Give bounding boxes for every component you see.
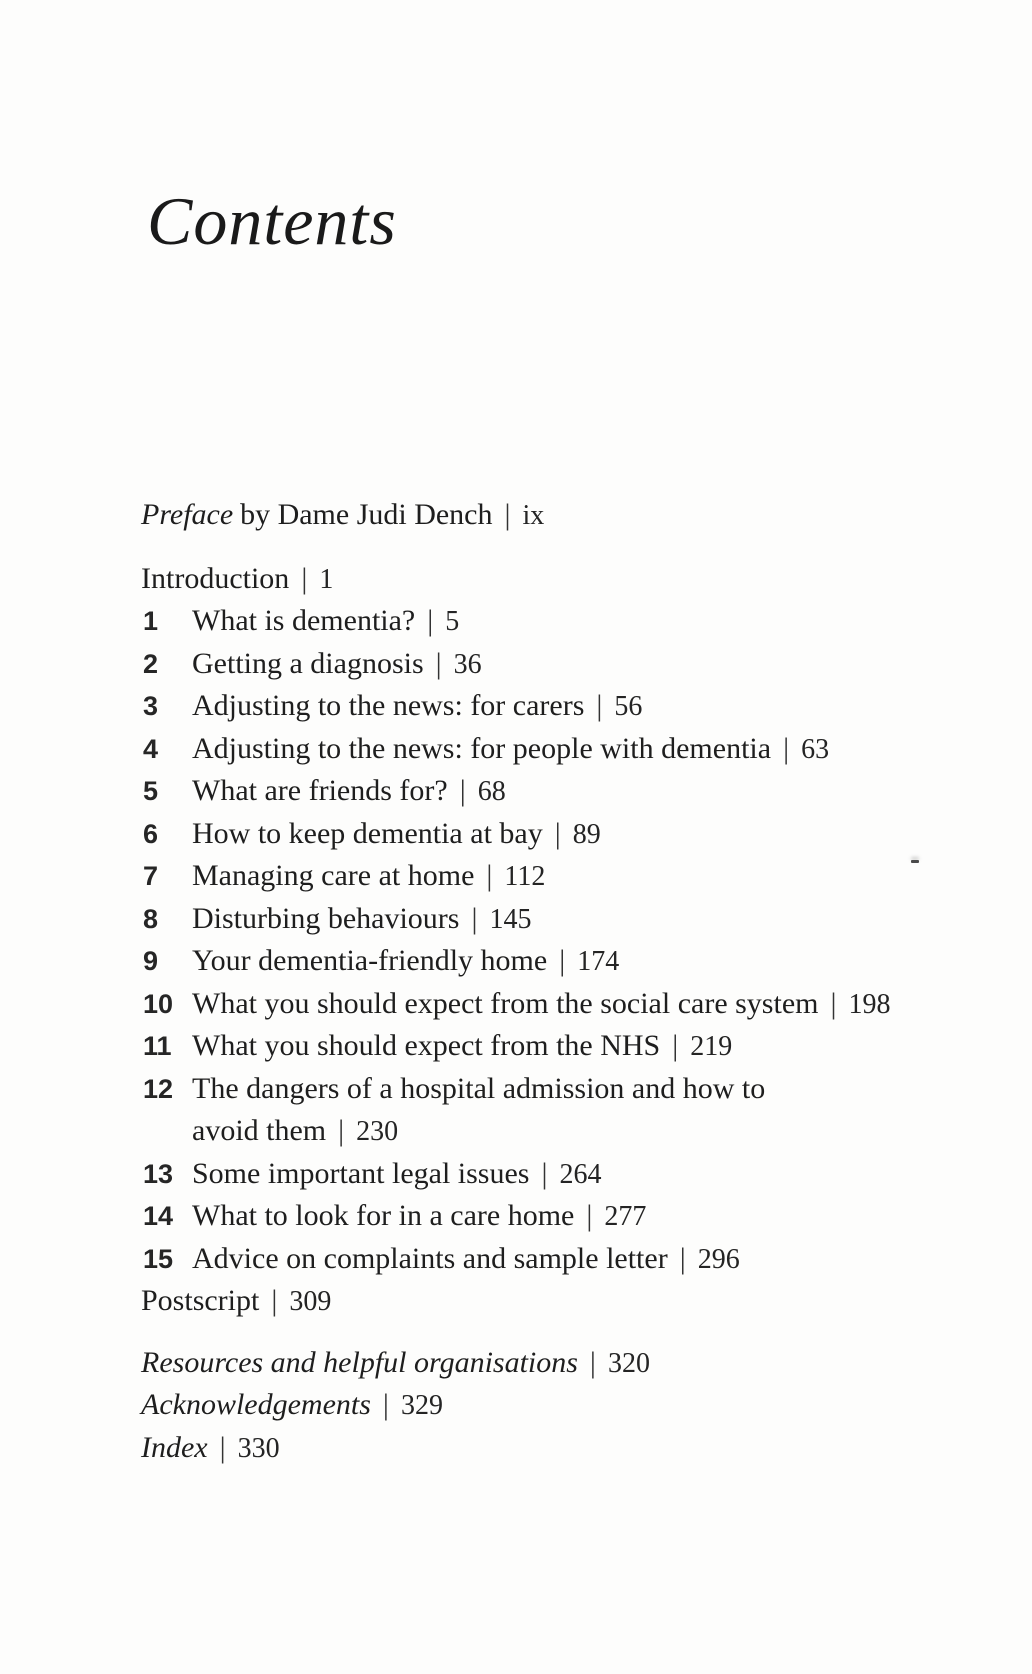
chapter-title: The dangers of a hospital admission and how to bbox=[192, 1071, 766, 1105]
chapter-number: 5 bbox=[143, 776, 159, 806]
chapter-number: 6 bbox=[143, 818, 159, 849]
toc-entry bbox=[141, 558, 981, 601]
separator-bar: | bbox=[672, 1029, 679, 1062]
separator-bar: | bbox=[596, 689, 603, 722]
page-number: 56 bbox=[614, 691, 643, 722]
chapter-title: Some important legal issues bbox=[192, 1156, 530, 1190]
separator-bar: | bbox=[486, 859, 493, 892]
toc-entry bbox=[141, 940, 981, 983]
chapter-number: 14 bbox=[143, 1201, 174, 1231]
chapter-title: How to keep dementia at bay bbox=[192, 816, 543, 850]
chapter-title: What to look for in a care home bbox=[192, 1199, 575, 1232]
back-matter-entry bbox=[141, 1342, 981, 1385]
chapter-number: 15 bbox=[143, 1243, 174, 1274]
page-number: 309 bbox=[289, 1286, 332, 1317]
page-number: 296 bbox=[697, 1243, 740, 1275]
page-number: 112 bbox=[504, 861, 546, 892]
page-number: 330 bbox=[237, 1432, 280, 1464]
separator-bar: | bbox=[459, 774, 466, 807]
back-matter-title: Acknowledgements bbox=[141, 1388, 371, 1421]
toc-entry bbox=[141, 600, 981, 643]
page-number: 36 bbox=[453, 648, 482, 680]
separator-bar: | bbox=[559, 944, 566, 977]
page-number: 89 bbox=[572, 818, 601, 850]
chapter-title: Getting a diagnosis bbox=[192, 646, 424, 680]
separator-bar: | bbox=[783, 731, 790, 765]
separator-bar: | bbox=[219, 1430, 226, 1464]
page-number: ix bbox=[522, 500, 545, 531]
toc-entry bbox=[141, 728, 981, 771]
separator-bar: | bbox=[554, 816, 561, 850]
separator-bar: | bbox=[589, 1345, 596, 1379]
page-number: 320 bbox=[607, 1347, 650, 1379]
chapter-list bbox=[141, 558, 981, 1323]
toc-entry bbox=[141, 898, 981, 941]
toc-entry bbox=[141, 1110, 981, 1153]
preface-entry bbox=[141, 494, 981, 537]
separator-bar: | bbox=[271, 1284, 278, 1317]
separator-bar: | bbox=[301, 561, 308, 595]
page-number: 174 bbox=[577, 946, 620, 977]
page-title: Contents bbox=[147, 183, 397, 259]
chapter-number: 2 bbox=[143, 648, 159, 679]
page-number: 145 bbox=[489, 903, 532, 935]
page-number: 1 bbox=[319, 563, 334, 595]
back-matter-list bbox=[141, 1342, 981, 1470]
chapter-title: Adjusting to the news: for carers bbox=[192, 689, 585, 722]
chapter-number: 9 bbox=[143, 946, 159, 976]
back-matter-title: Resources and helpful organisations bbox=[141, 1345, 578, 1379]
toc-entry bbox=[141, 685, 981, 728]
toc-entry bbox=[141, 1068, 981, 1111]
table-of-contents bbox=[141, 494, 981, 1469]
separator-bar: | bbox=[679, 1241, 686, 1275]
chapter-title: Your dementia-friendly home bbox=[192, 944, 548, 977]
chapter-title: Disturbing behaviours bbox=[192, 901, 460, 935]
toc-entry bbox=[141, 855, 981, 898]
chapter-number: 7 bbox=[143, 861, 159, 891]
back-matter-entry bbox=[141, 1427, 981, 1470]
page-number: 264 bbox=[559, 1158, 602, 1190]
page-number: 230 bbox=[356, 1116, 399, 1147]
toc-entry bbox=[141, 643, 981, 686]
chapter-number: 8 bbox=[143, 903, 159, 934]
page-number: 5 bbox=[445, 606, 460, 637]
chapter-number: 4 bbox=[143, 733, 159, 764]
page-number: 219 bbox=[690, 1031, 733, 1062]
toc-entry bbox=[141, 1280, 981, 1323]
chapter-number: 1 bbox=[143, 606, 159, 636]
chapter-number: 10 bbox=[143, 988, 174, 1019]
toc-entry bbox=[141, 983, 981, 1026]
chapter-title: Introduction bbox=[141, 561, 290, 595]
toc-entry bbox=[141, 813, 981, 856]
page-number: 63 bbox=[801, 733, 830, 765]
chapter-title: Advice on complaints and sample letter bbox=[192, 1241, 668, 1275]
toc-entry bbox=[141, 1195, 981, 1238]
chapter-number: 11 bbox=[143, 1031, 172, 1061]
chapter-number: 3 bbox=[143, 691, 159, 721]
chapter-number: 13 bbox=[143, 1158, 174, 1189]
page-number: 198 bbox=[848, 988, 891, 1020]
page-number: 329 bbox=[400, 1390, 443, 1421]
preface-label: Preface bbox=[141, 498, 234, 531]
toc-entry bbox=[141, 1025, 981, 1068]
chapter-title: avoid them bbox=[192, 1114, 327, 1147]
separator-bar: | bbox=[541, 1156, 548, 1190]
chapter-title: Managing care at home bbox=[192, 859, 475, 892]
back-matter-entry bbox=[141, 1384, 981, 1427]
separator-bar: | bbox=[338, 1114, 345, 1147]
separator-bar: | bbox=[382, 1388, 389, 1421]
chapter-title: Postscript bbox=[141, 1284, 260, 1317]
separator-bar: | bbox=[586, 1199, 593, 1232]
chapter-title: Adjusting to the news: for people with dementia bbox=[192, 731, 772, 765]
chapter-number: 12 bbox=[143, 1073, 174, 1104]
separator-bar: | bbox=[435, 646, 442, 680]
separator-bar: | bbox=[471, 901, 478, 935]
separator-bar: | bbox=[504, 498, 511, 531]
scan-speck bbox=[911, 860, 919, 863]
chapter-title: What are friends for? bbox=[192, 774, 448, 807]
toc-entry bbox=[141, 1238, 981, 1281]
page-number: 68 bbox=[477, 776, 506, 807]
toc-entry bbox=[141, 770, 981, 813]
separator-bar: | bbox=[427, 604, 434, 637]
chapter-title: What you should expect from the social care system bbox=[192, 986, 819, 1020]
chapter-title: What is dementia? bbox=[192, 604, 416, 637]
page-number: 277 bbox=[604, 1201, 647, 1232]
preface-author: by Dame Judi Dench bbox=[240, 498, 493, 531]
back-matter-title: Index bbox=[141, 1430, 208, 1464]
chapter-title: What you should expect from the NHS bbox=[192, 1029, 661, 1062]
separator-bar: | bbox=[830, 986, 837, 1020]
toc-entry bbox=[141, 1153, 981, 1196]
